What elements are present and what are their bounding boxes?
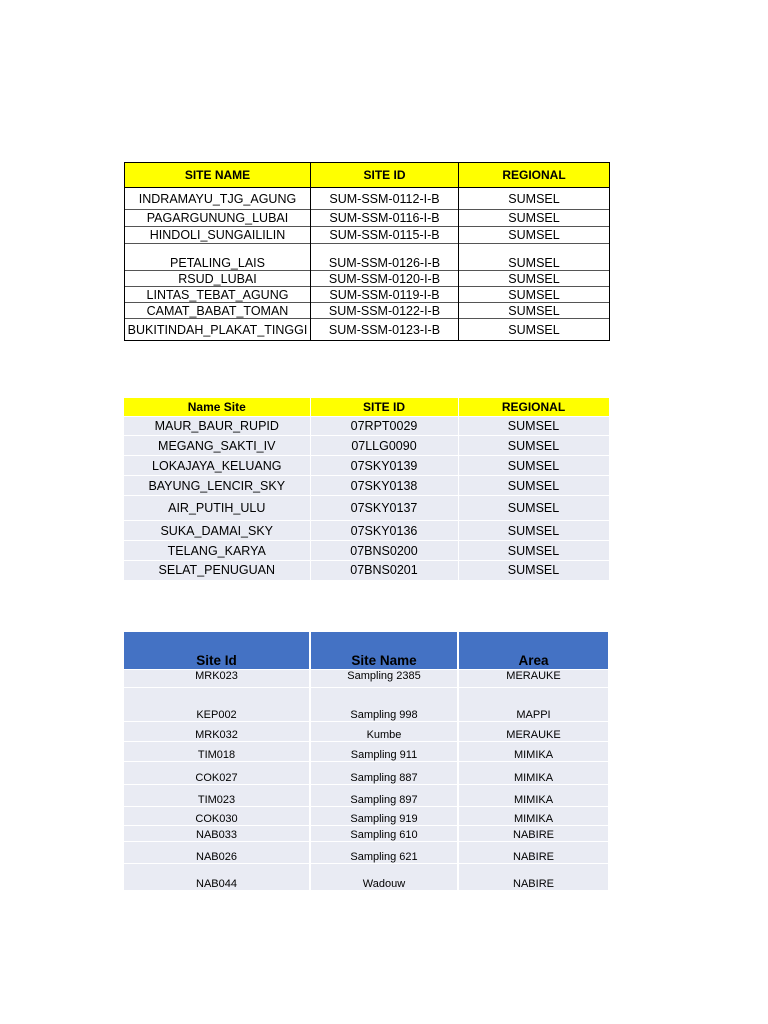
cell-site-id: MRK032 bbox=[124, 722, 310, 742]
table-header-row bbox=[125, 163, 610, 188]
cell-area: NABIRE bbox=[458, 864, 609, 890]
col-header-site-name: Site Name bbox=[310, 632, 458, 670]
cell-regional: SUMSEL bbox=[458, 456, 609, 476]
cell-name-site: AIR_PUTIH_ULU bbox=[124, 496, 310, 521]
cell-site-name: Sampling 621 bbox=[310, 842, 458, 864]
cell-area: MERAUKE bbox=[458, 670, 609, 688]
table-row bbox=[124, 742, 609, 762]
cell-area: MAPPI bbox=[458, 688, 609, 722]
cell-regional: SUMSEL bbox=[459, 319, 610, 341]
cell-site-id: 07RPT0029 bbox=[310, 417, 458, 436]
col-header-regional: REGIONAL bbox=[458, 398, 609, 417]
cell-name-site: SELAT_PENUGUAN bbox=[124, 561, 310, 580]
cell-site-id: 07LLG0090 bbox=[310, 436, 458, 456]
cell-site-name: RSUD_LUBAI bbox=[125, 271, 311, 287]
site-table-sumsel-1 bbox=[124, 162, 610, 341]
cell-site-id: SUM-SSM-0123-I-B bbox=[311, 319, 459, 341]
cell-site-name: Sampling 887 bbox=[310, 762, 458, 785]
cell-site-id: COK027 bbox=[124, 762, 310, 785]
table-row bbox=[125, 287, 610, 303]
cell-site-name: Sampling 998 bbox=[310, 688, 458, 722]
table-row bbox=[124, 521, 609, 541]
cell-regional: SUMSEL bbox=[459, 287, 610, 303]
cell-regional: SUMSEL bbox=[459, 227, 610, 244]
table-row bbox=[125, 244, 610, 271]
cell-site-id: 07BNS0201 bbox=[310, 561, 458, 580]
cell-site-id: 07SKY0139 bbox=[310, 456, 458, 476]
table-row bbox=[124, 476, 609, 496]
cell-site-id: 07SKY0136 bbox=[310, 521, 458, 541]
col-header-site-id: SITE ID bbox=[310, 398, 458, 417]
table-row bbox=[124, 670, 609, 688]
table-row bbox=[125, 303, 610, 319]
cell-site-id: NAB033 bbox=[124, 826, 310, 842]
cell-name-site: BAYUNG_LENCIR_SKY bbox=[124, 476, 310, 496]
table-row bbox=[124, 688, 609, 722]
cell-site-id: TIM023 bbox=[124, 785, 310, 807]
cell-site-id: COK030 bbox=[124, 807, 310, 826]
cell-regional: SUMSEL bbox=[459, 210, 610, 227]
cell-site-id: NAB026 bbox=[124, 842, 310, 864]
table-row bbox=[125, 210, 610, 227]
cell-site-name: Sampling 2385 bbox=[310, 670, 458, 688]
cell-site-id: SUM-SSM-0112-I-B bbox=[311, 188, 459, 210]
cell-site-id: SUM-SSM-0119-I-B bbox=[311, 287, 459, 303]
col-header-area: Area bbox=[458, 632, 609, 670]
col-header-regional: REGIONAL bbox=[459, 163, 610, 188]
table-row bbox=[124, 785, 609, 807]
cell-name-site: LOKAJAYA_KELUANG bbox=[124, 456, 310, 476]
cell-site-name: Wadouw bbox=[310, 864, 458, 890]
cell-site-name: LINTAS_TEBAT_AGUNG bbox=[125, 287, 311, 303]
cell-site-name: CAMAT_BABAT_TOMAN bbox=[125, 303, 311, 319]
cell-regional: SUMSEL bbox=[459, 303, 610, 319]
cell-regional: SUMSEL bbox=[459, 244, 610, 271]
cell-site-name: Sampling 610 bbox=[310, 826, 458, 842]
cell-site-id: 07SKY0138 bbox=[310, 476, 458, 496]
col-header-site-id: SITE ID bbox=[311, 163, 459, 188]
table-row bbox=[124, 417, 609, 436]
cell-regional: SUMSEL bbox=[458, 561, 609, 580]
cell-site-name: Sampling 911 bbox=[310, 742, 458, 762]
col-header-name-site: Name Site bbox=[124, 398, 310, 417]
cell-site-id: SUM-SSM-0115-I-B bbox=[311, 227, 459, 244]
table-header-row bbox=[124, 398, 609, 417]
cell-site-id: SUM-SSM-0120-I-B bbox=[311, 271, 459, 287]
table-row bbox=[125, 227, 610, 244]
cell-regional: SUMSEL bbox=[458, 417, 609, 436]
table-row bbox=[124, 864, 609, 890]
cell-regional: SUMSEL bbox=[458, 541, 609, 561]
cell-regional: SUMSEL bbox=[458, 521, 609, 541]
col-header-site-name: SITE NAME bbox=[125, 163, 311, 188]
cell-regional: SUMSEL bbox=[458, 496, 609, 521]
table-row bbox=[124, 762, 609, 785]
cell-area: NABIRE bbox=[458, 826, 609, 842]
col-header-site-id: Site Id bbox=[124, 632, 310, 670]
cell-area: MIMIKA bbox=[458, 762, 609, 785]
cell-regional: SUMSEL bbox=[459, 271, 610, 287]
table-header-row bbox=[124, 632, 609, 670]
cell-site-id: MRK023 bbox=[124, 670, 310, 688]
cell-site-id: 07BNS0200 bbox=[310, 541, 458, 561]
cell-site-id: TIM018 bbox=[124, 742, 310, 762]
cell-area: NABIRE bbox=[458, 842, 609, 864]
cell-regional: SUMSEL bbox=[459, 188, 610, 210]
table-row bbox=[125, 271, 610, 287]
cell-name-site: TELANG_KARYA bbox=[124, 541, 310, 561]
cell-site-id: SUM-SSM-0122-I-B bbox=[311, 303, 459, 319]
cell-name-site: SUKA_DAMAI_SKY bbox=[124, 521, 310, 541]
cell-site-name: PAGARGUNUNG_LUBAI bbox=[125, 210, 311, 227]
table-row bbox=[124, 436, 609, 456]
cell-area: MERAUKE bbox=[458, 722, 609, 742]
table-row bbox=[124, 456, 609, 476]
cell-site-name: Kumbe bbox=[310, 722, 458, 742]
cell-regional: SUMSEL bbox=[458, 476, 609, 496]
table-row bbox=[125, 188, 610, 210]
cell-site-name: BUKITINDAH_PLAKAT_TINGGI bbox=[125, 319, 311, 341]
cell-site-name: Sampling 897 bbox=[310, 785, 458, 807]
cell-regional: SUMSEL bbox=[458, 436, 609, 456]
cell-name-site: MEGANG_SAKTI_IV bbox=[124, 436, 310, 456]
table-row bbox=[124, 541, 609, 561]
cell-site-id: SUM-SSM-0116-I-B bbox=[311, 210, 459, 227]
cell-name-site: MAUR_BAUR_RUPID bbox=[124, 417, 310, 436]
table-row bbox=[125, 319, 610, 341]
cell-site-name: HINDOLI_SUNGAILILIN bbox=[125, 227, 311, 244]
cell-area: MIMIKA bbox=[458, 807, 609, 826]
table-row bbox=[124, 722, 609, 742]
cell-site-name: Sampling 919 bbox=[310, 807, 458, 826]
cell-area: MIMIKA bbox=[458, 785, 609, 807]
site-table-papua bbox=[124, 632, 610, 890]
site-table-sumsel-2 bbox=[124, 398, 610, 580]
cell-site-id: NAB044 bbox=[124, 864, 310, 890]
table-row bbox=[124, 496, 609, 521]
cell-site-id: 07SKY0137 bbox=[310, 496, 458, 521]
table-row bbox=[124, 807, 609, 826]
cell-site-name: INDRAMAYU_TJG_AGUNG bbox=[125, 188, 311, 210]
cell-site-id: KEP002 bbox=[124, 688, 310, 722]
cell-site-name: PETALING_LAIS bbox=[125, 244, 311, 271]
cell-site-id: SUM-SSM-0126-I-B bbox=[311, 244, 459, 271]
table-row bbox=[124, 561, 609, 580]
table-row bbox=[124, 826, 609, 842]
cell-area: MIMIKA bbox=[458, 742, 609, 762]
table-row bbox=[124, 842, 609, 864]
